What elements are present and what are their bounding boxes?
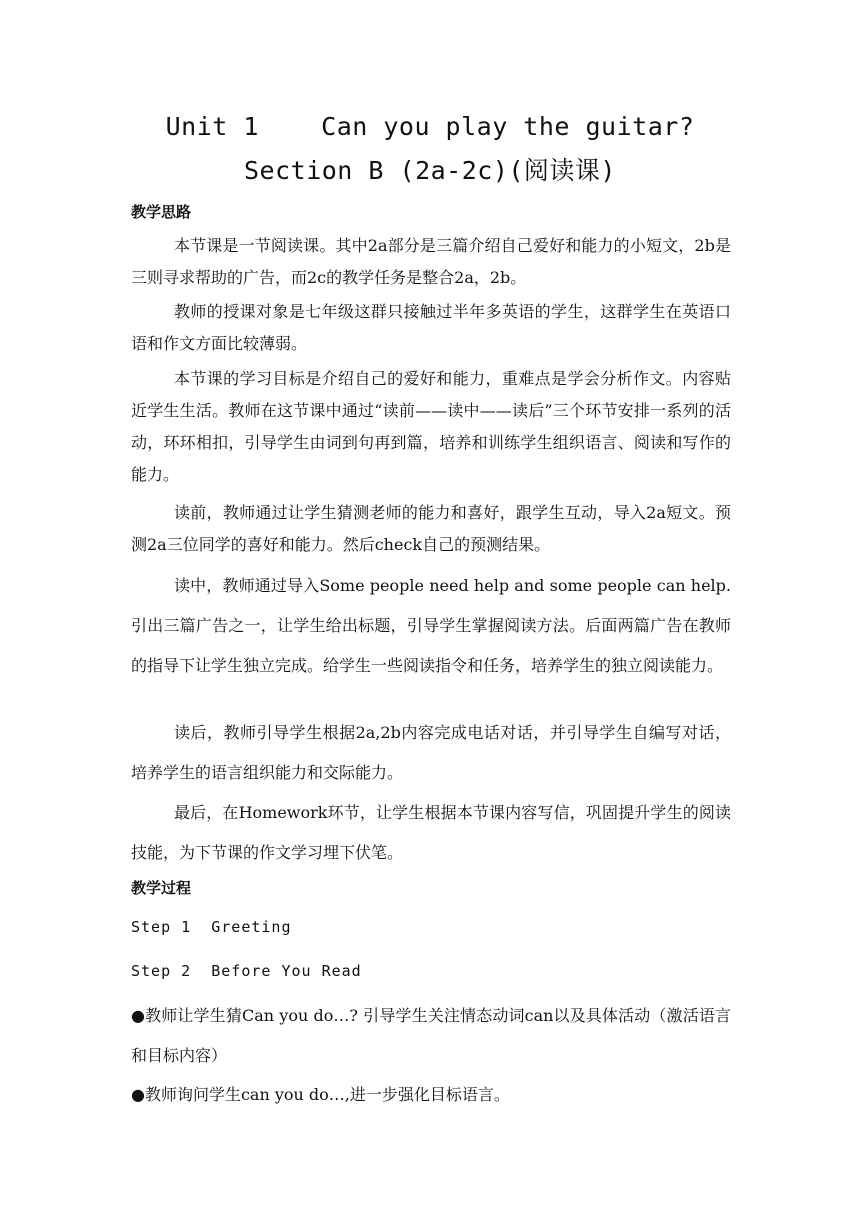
paragraph-homework: 最后，在Homework环节，让学生根据本节课内容写信，巩固提升学生的阅读技能，为下节课的作文学习埋下伏笔。: [131, 803, 731, 862]
step-2-before-you-read: Step 2 Before You Read: [131, 962, 362, 980]
paragraph-while-reading: 读中，教师通过导入Some people need help and some people can help.引出三篇广告之一，让学生给出标题，引导学生掌握阅读方法。后面两篇广告在教师的指导下让学生独立完成。给学生一些阅读指令和任务，培养学生的独立阅读能力。: [131, 576, 731, 675]
paragraph-lesson-overview: 本节课是一节阅读课。其中2a部分是三篇介绍自己爱好和能力的小短文，2b是三则寻求帮助的广告，而2c的教学任务是整合2a，2b。: [131, 236, 731, 287]
paragraph-objectives: 本节课的学习目标是介绍自己的爱好和能力，重难点是学会分析作文。内容贴近学生生活。教师在这节课中通过“读前——读中——读后”三个环节安排一系列的活动，环环相扣，引导学生由词到句再到篇，培养和训练学生组织语言、阅读和写作的能力。: [131, 369, 731, 484]
bullet-item-guess-can: ●教师让学生猜Can you do…? 引导学生关注情态动词can以及具体活动（激活语言和目标内容）: [131, 1006, 731, 1065]
paragraph-after-reading: 读后，教师引导学生根据2a,2b内容完成电话对话，并引导学生自编写对话，培养学生的语言组织能力和交际能力。: [131, 723, 731, 782]
section-heading-teaching-process: 教学过程: [131, 879, 192, 897]
section-heading-teaching-thinking: 教学思路: [131, 203, 192, 221]
document-subtitle: Section B (2a-2c)(阅读课): [244, 156, 616, 185]
paragraph-students: 教师的授课对象是七年级这群只接触过半年多英语的学生，这群学生在英语口语和作文方面比较薄弱。: [131, 302, 731, 353]
bullet-item-ask-can: ●教师询问学生can you do…,进一步强化目标语言。: [131, 1085, 510, 1104]
document-title: Unit 1 Can you play the guitar?: [165, 112, 695, 141]
paragraph-before-reading: 读前，教师通过让学生猜测老师的能力和喜好，跟学生互动，导入2a短文。预测2a三位同学的喜好和能力。然后check自己的预测结果。: [131, 503, 731, 554]
step-1-greeting: Step 1 Greeting: [131, 918, 292, 936]
